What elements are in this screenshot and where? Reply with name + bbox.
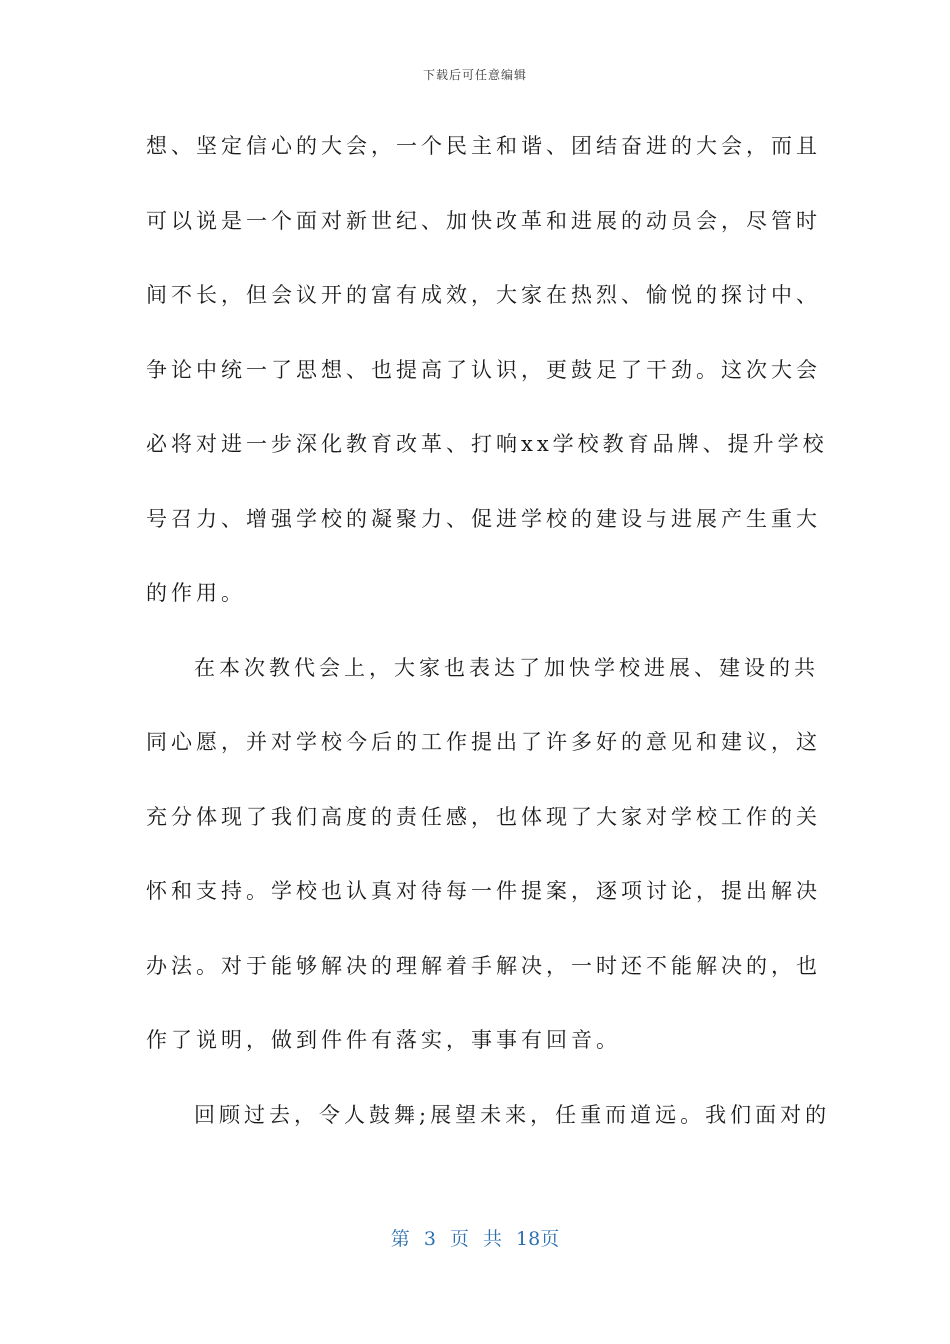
- text-line: 作了说明，做到件件有落实，事事有回音。: [146, 1028, 621, 1052]
- paragraph-start-line: 回顾过去，令人鼓舞;展望未来，任重而道远。我们面对的: [194, 1102, 831, 1127]
- text-line: 怀和支持。学校也认真对待每一件提案，逐项讨论，提出解决: [146, 879, 821, 903]
- text-line: 争论中统一了思想、也提高了认识，更鼓足了干劲。这次大会: [146, 357, 821, 382]
- text-line: 办法。对于能够解决的理解着手解决，一时还不能解决的，也: [146, 953, 821, 978]
- text-line: 必将对进一步深化教育改革、打响xx学校教育品牌、提升学校: [146, 432, 828, 456]
- text-line: 的作用。: [146, 581, 246, 605]
- text-line: 间不长，但会议开的富有成效，大家在热烈、愉悦的探讨中、: [146, 283, 821, 307]
- text-line: 充分体现了我们高度的责任感，也体现了大家对学校工作的关: [146, 804, 821, 829]
- text-line: 号召力、增强学校的凝聚力、促进学校的建设与进展产生重大: [146, 506, 821, 531]
- text-line: 想、坚定信心的大会，一个民主和谐、团结奋进的大会，而且: [146, 134, 821, 158]
- page-header: 下载后可任意编辑: [422, 68, 527, 82]
- text-line: 同心愿，并对学校今后的工作提出了许多好的意见和建议，这: [146, 730, 821, 754]
- document-body: [146, 116, 831, 1159]
- paragraph-start-line: 在本次教代会上，大家也表达了加快学校进展、建设的共: [194, 655, 819, 680]
- page-number-footer: 第 3 页 共 18页: [390, 1228, 560, 1250]
- text-line: 可以说是一个面对新世纪、加快改革和进展的动员会，尽管时: [146, 208, 821, 233]
